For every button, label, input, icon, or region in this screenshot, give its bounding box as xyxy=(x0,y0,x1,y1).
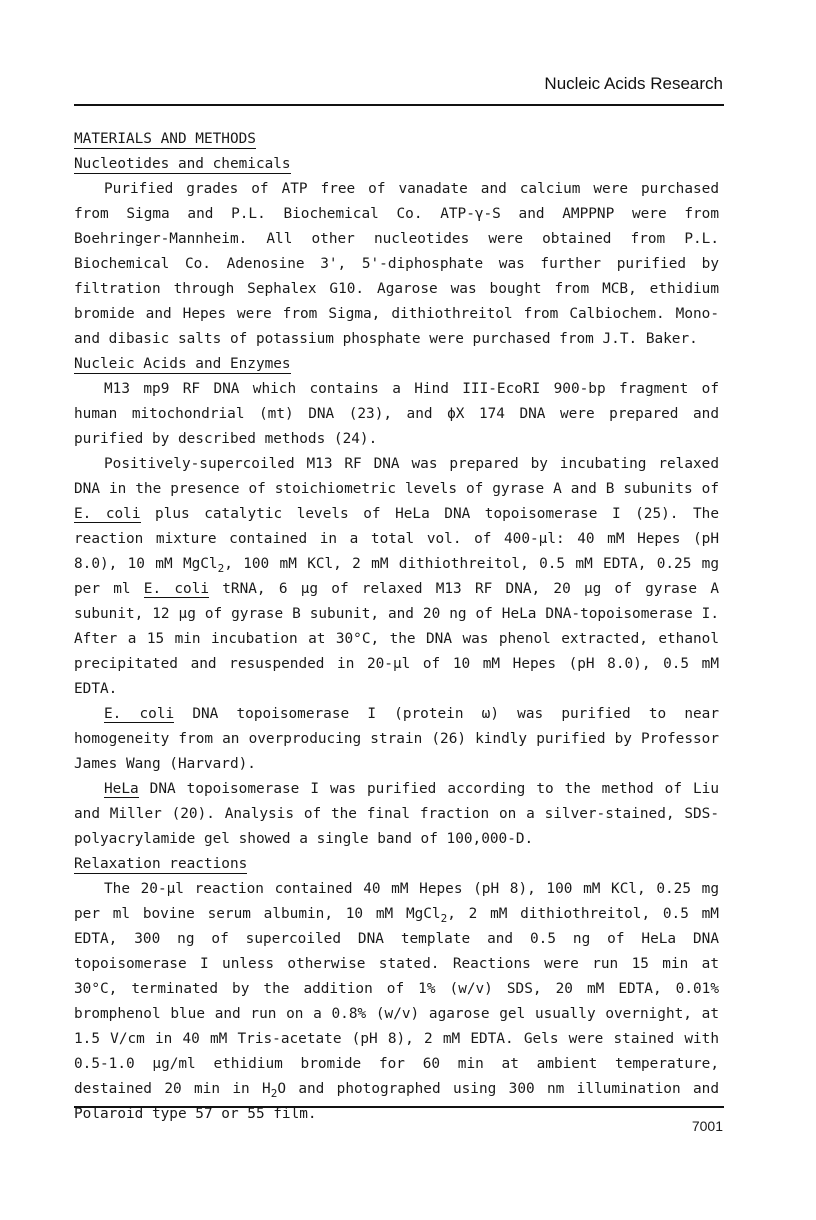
paragraph: HeLa DNA topoisomerase I was purified according to the method of Liu and Miller (20). Analysis of the final fraction on a silver-stained, SDS-polyacrylamide gel showed a single band of 100,000-D. xyxy=(74,781,719,847)
paragraph: The 20-μl reaction contained 40 mM Hepes (pH 8), 100 mM KCl, 0.25 mg per ml bovine serum albumin, 10 mM MgCl$_2$, 2 mM dithiothreitol, 0.5 mM EDTA, 300 ng of supercoiled DNA template and 0.5 ng of HeLa DNA topoisomerase I unless otherwise stated. Reactions were run 15 min at 30°C, terminated by the addition of 1% (w/v) SDS, 20 mM EDTA, 0.01% bromphenol blue and run on a 0.8% (w/v) agarose gel usually overnight, at 1.5 V/cm in 40 mM Tris-acetate (pH 8), 2 mM EDTA. Gels were stained with 0.5-1.0 μg/ml ethidium bromide for 60 min at ambient temperature, destained 20 min in $H_2O$ and photographed using 300 nm illumination and Polaroid type 57 or 55 film. xyxy=(74,881,719,1122)
subsection-heading: Nucleic Acids and Enzymes xyxy=(74,356,291,372)
footer-rule xyxy=(74,1106,724,1108)
journal-title: Nucleic Acids Research xyxy=(544,74,723,93)
page-number: 7001 xyxy=(691,1118,723,1134)
paragraph: Purified grades of ATP free of vanadate and calcium were purchased from Sigma and P.L. Biochemical Co. ATP-γ-S and AMPPNP were from Boehringer-Mannheim. All other nucleotides were obtained from P.L. Biochemical Co. Adenosine 3', 5'-diphosphate was further purified by filtration through Sephalex G10. Agarose was bought from MCB, ethidium bromide and Hepes were from Sigma, dithiothreitol from Calbiochem. Mono- and dibasic salts of potassium phosphate were purchased from J.T. Baker. xyxy=(74,181,719,347)
paragraph: E. coli DNA topoisomerase I (protein ω) was purified to near homogeneity from an overproducing strain (26) kindly purified by Professor James Wang (Harvard). xyxy=(74,706,719,772)
subsection-heading: Relaxation reactions xyxy=(74,856,248,872)
subsection-heading: Nucleotides and chemicals xyxy=(74,156,291,172)
header-rule xyxy=(74,104,724,106)
paragraph: Positively-supercoiled M13 RF DNA was prepared by incubating relaxed DNA in the presence of stoichiometric levels of gyrase A and B subunits of E. coli plus catalytic levels of HeLa DNA topoisomerase I (25). The reaction mixture contained in a total vol. of 400-μl: 40 mM Hepes (pH 8.0), 10 mM MgCl$_2$, 100 mM KCl, 2 mM dithiothreitol, 0.5 mM EDTA, 0.25 mg per ml E. coli tRNA, 6 μg of relaxed M13 RF DNA, 20 μg of gyrase A subunit, 12 μg of gyrase B subunit, and 20 ng of HeLa DNA-topoisomerase I. After a 15 min incubation at 30°C, the DNA was phenol extracted, ethanol precipitated and resuspended in 20-μl of 10 mM Hepes (pH 8.0), 0.5 mM EDTA. xyxy=(74,456,720,697)
sections-container xyxy=(74,152,719,1127)
paragraph: M13 mp9 RF DNA which contains a Hind III-EcoRI 900-bp fragment of human mitochondrial (mt) DNA (23), and ϕX 174 DNA were prepared and purified by described methods (24). xyxy=(74,381,719,447)
section-title: MATERIALS AND METHODS xyxy=(74,131,256,147)
article-body xyxy=(74,127,719,1127)
